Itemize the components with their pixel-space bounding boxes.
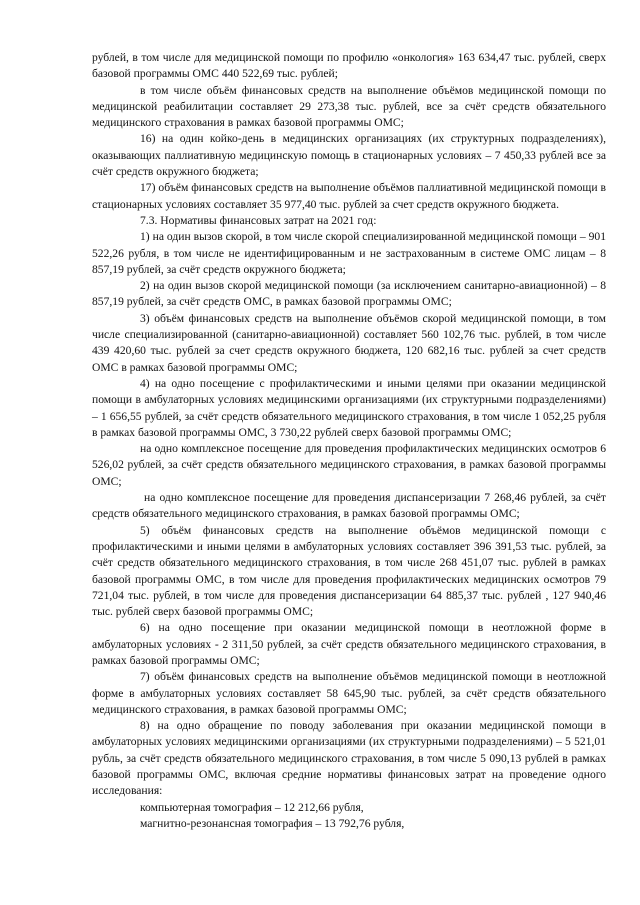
- paragraph-item-3: 3) объём финансовых средств на выполнение объёмов скорой медицинской помощи, в том числе специализированной (санитарно-авиационной) составляет 560 102,76 тыс. рублей, в том числе 439 420,60 тыс. рублей за счет средств окружного бюджета, 120 682,16 тыс. рублей за счет средств ОМС в рамках базовой программы ОМС;: [92, 311, 606, 374]
- paragraph-item-4: 4) на одно посещение с профилактическими и иными целями при оказании медицинской помощи в амбулаторных условиях медицинскими организациями (их структурными подразделениями) – 1 656,55 рублей, за счёт средств обязательного медицинского страхования, в том числе 1 052,25 рубля в рамках базовой программы ОМС, 3 730,22 рублей сверх базовой программы ОМС;: [92, 376, 606, 439]
- paragraph-item-7: 7) объём финансовых средств на выполнение объёмов медицинской помощи в неотложной форме в амбулаторных условиях составляет 58 645,90 тыс. рублей, за счёт средств обязательного медицинского страхования, в рамках базовой программы ОМС;: [92, 670, 606, 716]
- paragraph-rehabilitation-funding: в том числе объём финансовых средств на выполнение объёмов медицинской помощи по медицинской реабилитации составляет 29 273,38 тыс. рублей, все за счёт средств обязательного медицинского страхования в рамках базовой программы ОМС;: [92, 83, 606, 130]
- list-item-ct: компьютерная томография – 12 212,66 рубля,: [140, 800, 364, 814]
- paragraph-item-16: 16) на один койко-день в медицинских организациях (их структурных подразделениях), оказывающих паллиативную медицинскую помощь в стационарных условиях – 7 450,33 рублей все за счёт средств окружного бюджета;: [92, 132, 606, 179]
- section-heading-7-3: 7.3. Нормативы финансовых затрат на 2021 год:: [140, 213, 377, 227]
- paragraph-oncology-funding: рублей, в том числе для медицинской помощи по профилю «онкология» 163 634,47 тыс. рублей, сверх базовой программы ОМС 440 522,69 тыс. рублей;: [92, 51, 606, 81]
- paragraph-item-6: 6) на одно посещение при оказании медицинской помощи в неотложной форме в амбулаторных условиях - 2 311,50 рублей, за счёт средств обязательного медицинского страхования, в рамках базовой программы ОМС;: [92, 621, 606, 667]
- paragraph-item-5: 5) объём финансовых средств на выполнение объёмов медицинской помощи с профилактическими и иными целями в амбулаторных условиях составляет 396 391,53 тыс. рублей, за счёт средств обязательного медицинского страхования, в том числе 268 451,07 тыс. рублей в рамках базовой программы ОМС, в том числе для проведения профилактических медицинских осмотров 79 721,04 тыс. рублей, в том числе для проведения диспансеризации 64 885,37 тыс. рублей , 127 940,46 тыс. рублей сверх базовой программы ОМС;: [92, 523, 606, 619]
- list-item-mri: магнитно-резонансная томография – 13 792,76 рубля,: [140, 816, 405, 830]
- paragraph-item-1: 1) на один вызов скорой, в том числе скорой специализированной медицинской помощи – 901 522,26 рубля, в том числе не идентифицированным и не застрахованным в системе ОМС лицам – 8 857,19 рублей, за счёт средств окружного бюджета;: [92, 230, 606, 276]
- paragraph-item-2: 2) на один вызов скорой медицинской помощи (за исключением санитарно-авиационной) – 8 857,19 рублей, за счёт средств ОМС, в рамках базовой программы ОМС;: [92, 279, 606, 309]
- paragraph-dispensarization: на одно комплексное посещение для проведения диспансеризации 7 268,46 рублей, за счёт средств обязательного медицинского страхования, в рамках базовой программы ОМС;: [92, 491, 606, 521]
- paragraph-preventive-checkups: на одно комплексное посещение для проведения профилактических медицинских осмотров 6 526,02 рублей, за счёт средств обязательного медицинского страхования, в рамках базовой программы ОМС;: [92, 442, 606, 488]
- paragraph-item-8: 8) на одно обращение по поводу заболевания при оказании медицинской помощи в амбулаторных условиях медицинскими организациями (их структурными подразделениями) – 5 521,01 рубль, за счёт средств обязательного медицинского страхования, в том числе 5 090,13 рублей в рамках базовой программы ОМС, включая средние нормативы финансовых затрат на проведение одного исследования:: [92, 719, 606, 798]
- paragraph-item-17: 17) объём финансовых средств на выполнение объёмов паллиативной медицинской помощи в стационарных условиях составляет 35 977,40 тыс. рублей за счет средств окружного бюджета.: [92, 181, 606, 211]
